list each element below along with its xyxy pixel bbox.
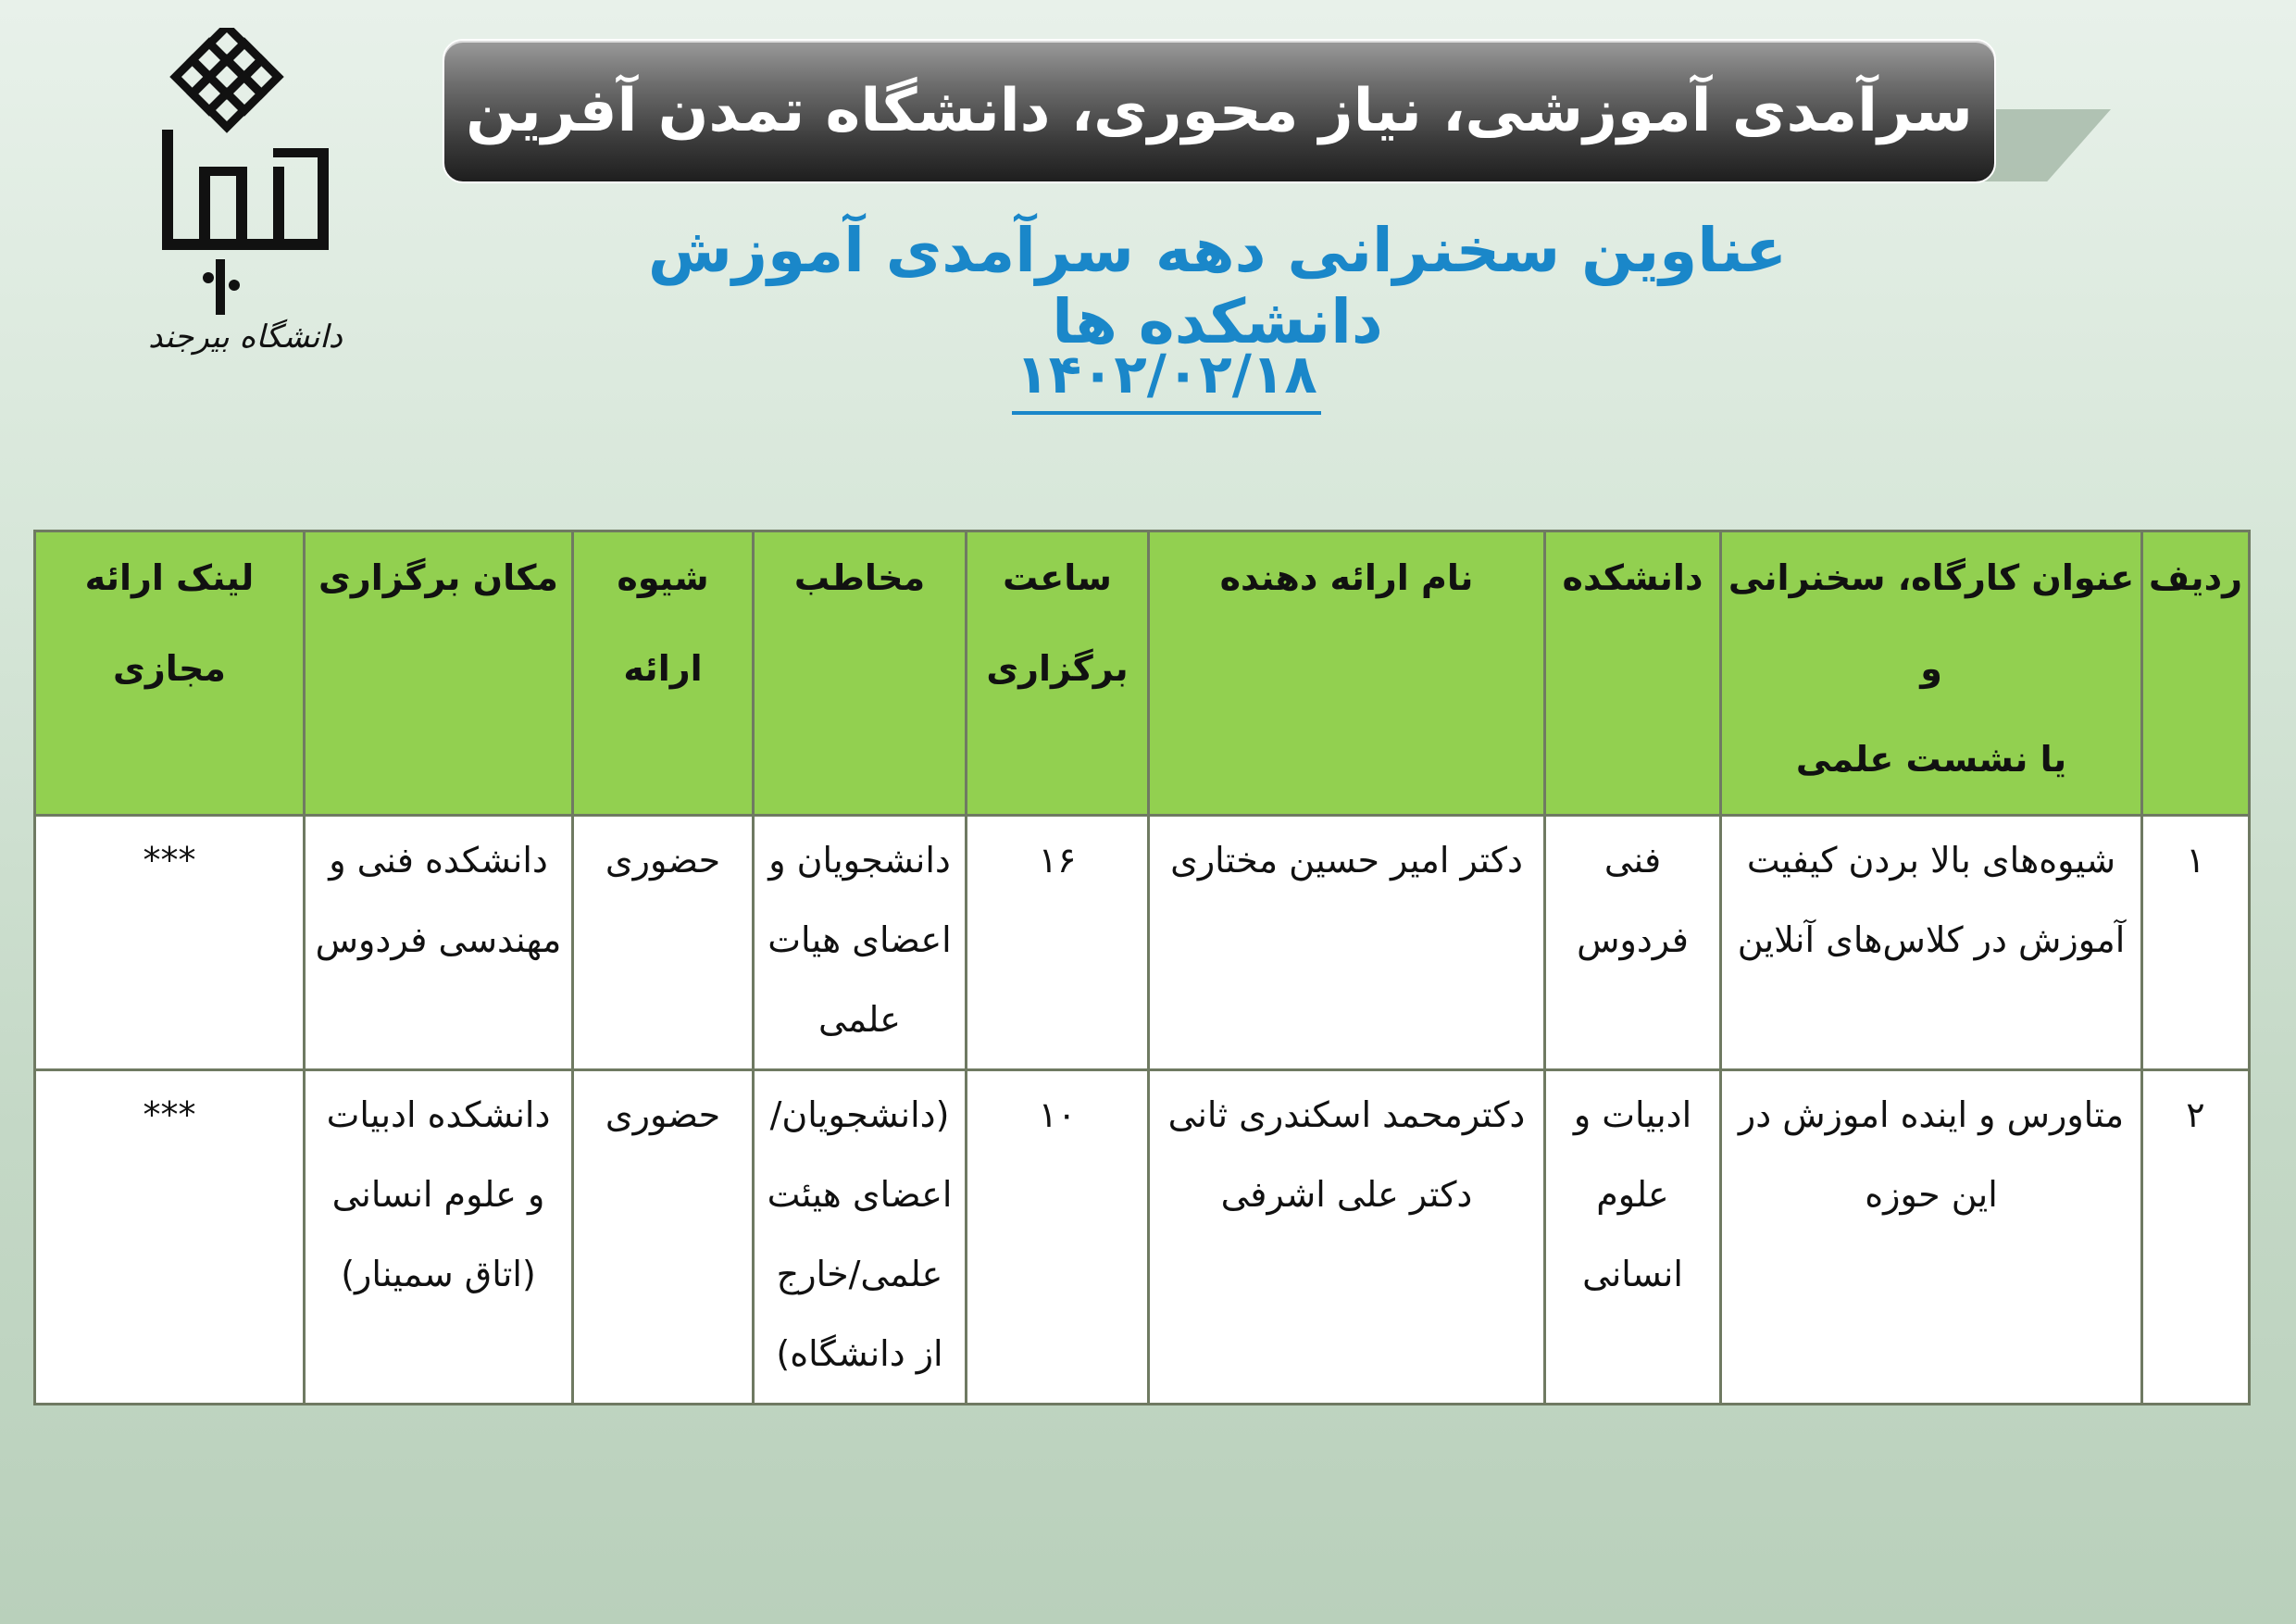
header-title: عنوان کارگاه، سخنرانی و یا نشست علمی bbox=[1721, 531, 2142, 816]
cell-method: حضوری bbox=[573, 816, 754, 1070]
header-method: شیوه ارائه bbox=[573, 531, 754, 816]
cell-time: ۱۰ bbox=[967, 1070, 1149, 1405]
event-date: ۱۴۰۲/۰۲/۱۸ bbox=[1012, 343, 1321, 415]
cell-time: ۱۶ bbox=[967, 816, 1149, 1070]
cell-link: *** bbox=[35, 1070, 305, 1405]
header-audience: مخاطب bbox=[754, 531, 967, 816]
cell-row-no: ۲ bbox=[2142, 1070, 2250, 1405]
cell-method: حضوری bbox=[573, 1070, 754, 1405]
university-logo bbox=[144, 28, 347, 361]
cell-row-no: ۱ bbox=[2142, 816, 2250, 1070]
header-venue: مکان برگزاری bbox=[305, 531, 573, 816]
cell-venue: دانشکده ادبیات و علوم انسانی (اتاق سمینار) bbox=[305, 1070, 573, 1405]
header-presenter: نام ارائه دهنده bbox=[1149, 531, 1545, 816]
cell-presenter: دکترمحمد اسکندری ثانی دکتر علی اشرفی bbox=[1149, 1070, 1545, 1405]
header-row-no: ردیف bbox=[2142, 531, 2250, 816]
header-link: لینک ارائه مجازی bbox=[35, 531, 305, 816]
table-row bbox=[35, 816, 2250, 1070]
birjand-university-logo-icon bbox=[144, 28, 347, 361]
header-time: ساعت برگزاری bbox=[967, 531, 1149, 816]
cell-title: شیوه‌های بالا بردن کیفیت آموزش در کلاس‌های آنلاین bbox=[1721, 816, 2142, 1070]
cell-title: متاورس و اینده اموزش در این حوزه bbox=[1721, 1070, 2142, 1405]
cell-presenter: دکتر امیر حسین مختاری bbox=[1149, 816, 1545, 1070]
cell-faculty: ادبیات و علوم انسانی bbox=[1545, 1070, 1721, 1405]
schedule-table bbox=[33, 530, 2251, 1405]
table-header-row bbox=[35, 531, 2250, 816]
cell-faculty: فنی فردوس bbox=[1545, 816, 1721, 1070]
header-faculty: دانشکده bbox=[1545, 531, 1721, 816]
page-subtitle: عناوین سخنرانی دهه سرآمدی آموزش دانشکده ها bbox=[647, 215, 1788, 357]
logo-caption: دانشگاه بیرجند bbox=[148, 319, 343, 356]
cell-venue: دانشکده فنی و مهندسی فردوس bbox=[305, 816, 573, 1070]
banner-title: سرآمدی آموزشی، نیاز محوری، دانشگاه تمدن آفرین bbox=[466, 77, 1973, 145]
title-banner bbox=[443, 39, 1996, 183]
table-row bbox=[35, 1070, 2250, 1405]
date-container bbox=[926, 343, 1407, 415]
cell-link: *** bbox=[35, 816, 305, 1070]
cell-audience: دانشجویان و اعضای هیات علمی bbox=[754, 816, 967, 1070]
cell-audience: (دانشجویان/ اعضای هیئت علمی/خارج از دانشگاه) bbox=[754, 1070, 967, 1405]
